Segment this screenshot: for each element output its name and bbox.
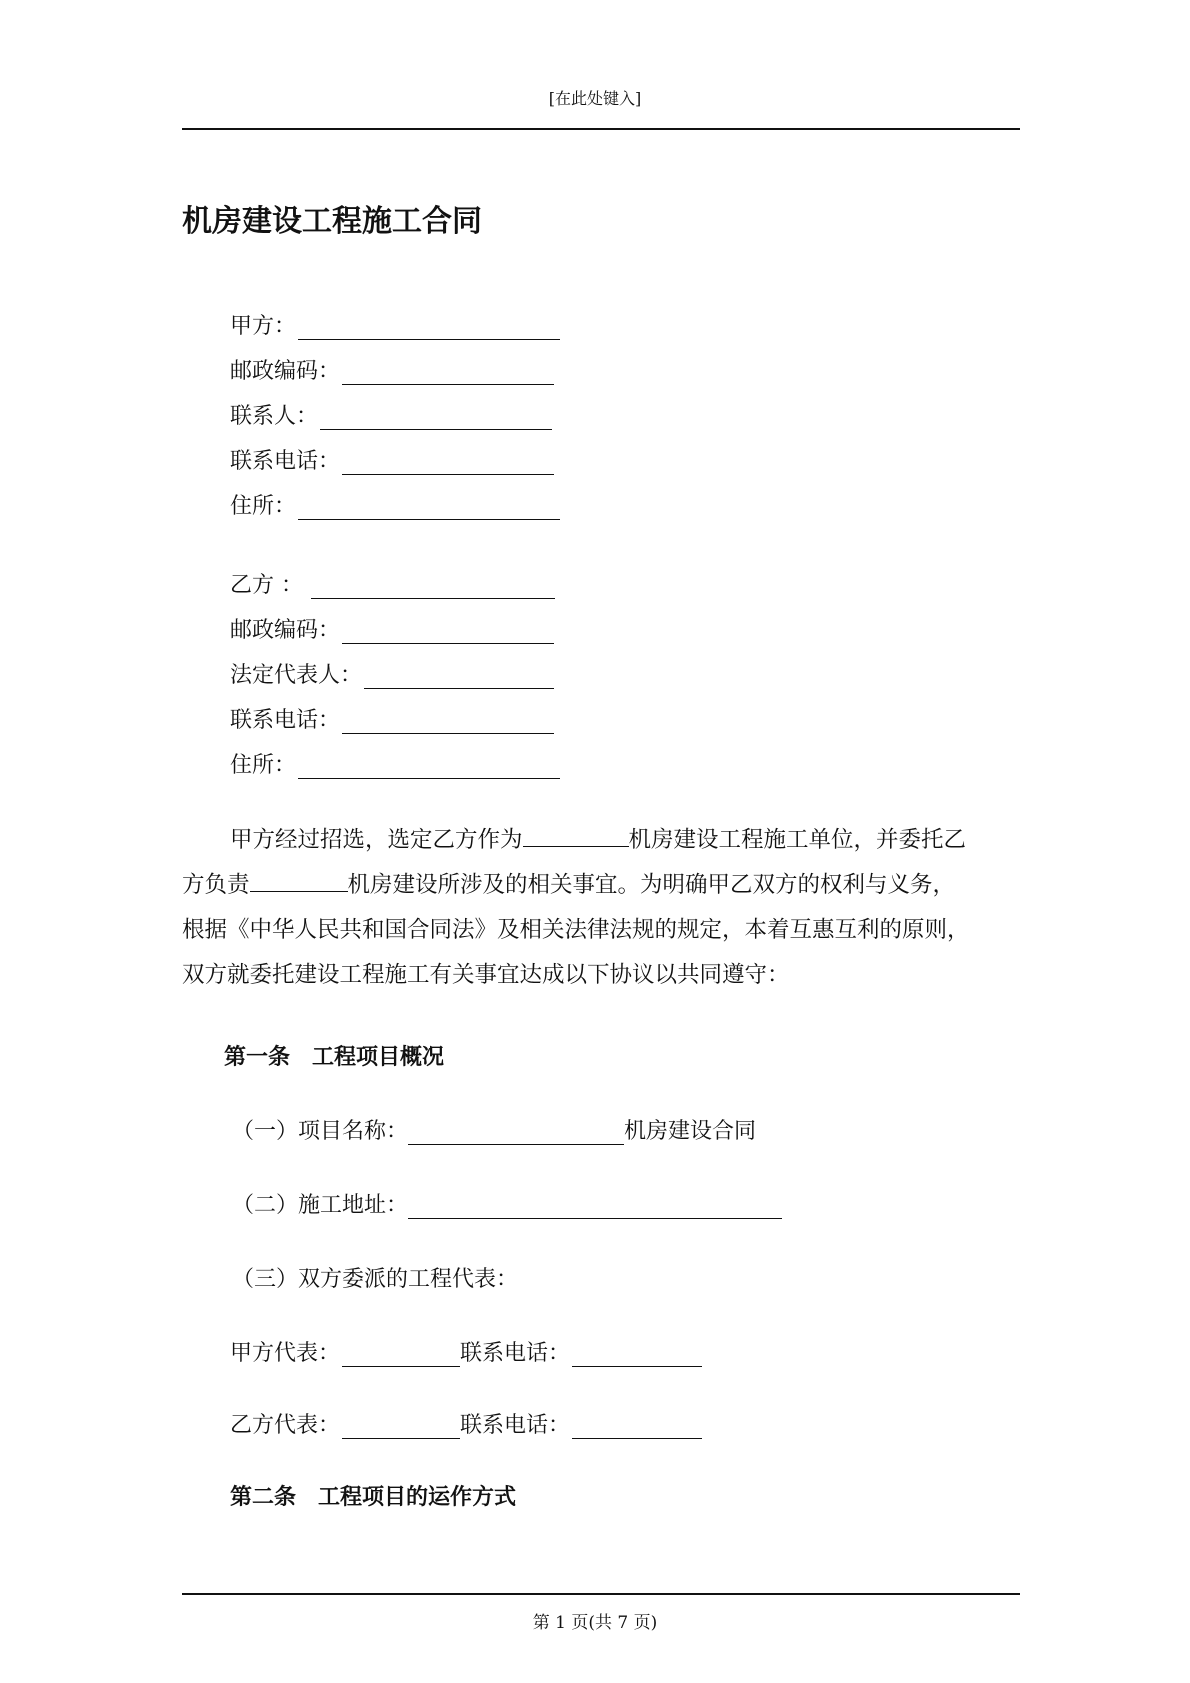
party-a-address-field: 住所： [230,489,560,520]
fill-blank[interactable] [572,1418,702,1439]
fill-blank[interactable] [408,1124,624,1145]
party-b-legal-rep-field: 法定代表人： [230,658,554,689]
party-b-phone-field: 联系电话： [230,703,554,734]
party-b-field: 乙方 ： [230,568,555,599]
page-header: [在此处键入] [548,89,642,108]
fill-blank[interactable] [298,499,560,520]
document-title: 机房建设工程施工合同 [182,204,482,239]
footer-rule [182,1593,1020,1595]
fill-blank[interactable] [342,713,554,734]
article-1-heading: 第一条 工程项目概况 [224,1045,445,1070]
fill-blank[interactable] [311,578,555,599]
party-a-field: 甲方： [230,309,560,340]
party-b-postcode-field: 邮政编码： [230,613,554,644]
fill-blank[interactable] [342,1418,460,1439]
fill-blank[interactable] [342,1346,460,1367]
fill-blank[interactable] [408,1198,782,1219]
fill-blank[interactable] [342,364,554,385]
party-b-rep-field: 乙方代表： 联系电话： [230,1408,702,1439]
party-b-address-field: 住所： [230,748,560,779]
party-a-rep-field: 甲方代表： 联系电话： [230,1336,702,1367]
representatives-heading: （三）双方委派的工程代表： [232,1267,519,1292]
header-rule [182,128,1020,130]
site-address-field: （二）施工地址： [232,1188,782,1219]
fill-blank[interactable] [364,668,554,689]
party-a-postcode-field: 邮政编码： [230,354,554,385]
fill-blank[interactable] [523,826,629,847]
page-footer: 第 1 页(共 7 页) [532,1613,658,1633]
party-a-phone-field: 联系电话： [230,444,554,475]
fill-blank[interactable] [298,758,560,779]
article-2-heading: 第二条 工程项目的运作方式 [230,1485,517,1510]
fill-blank[interactable] [250,871,348,892]
project-name-field: （一）项目名称： 机房建设合同 [232,1119,757,1144]
fill-blank[interactable] [320,409,552,430]
fill-blank[interactable] [342,623,554,644]
party-a-contact-field: 联系人： [230,399,552,430]
fill-blank[interactable] [298,319,560,340]
intro-paragraph: 甲方经过招选，选定乙方作为 机房建设工程施工单位，并委托乙 方负责 机房建设所涉及的相关事宜。为明确甲乙双方的权利与义务， 根据《中华人民共和国合同法》及相关法律法规的规定，本着互惠互利的原则， 双方就委托建设工程施工有关事宜达成以下协议以共同遵守： [182,827,970,988]
fill-blank[interactable] [572,1346,702,1367]
fill-blank[interactable] [342,454,554,475]
